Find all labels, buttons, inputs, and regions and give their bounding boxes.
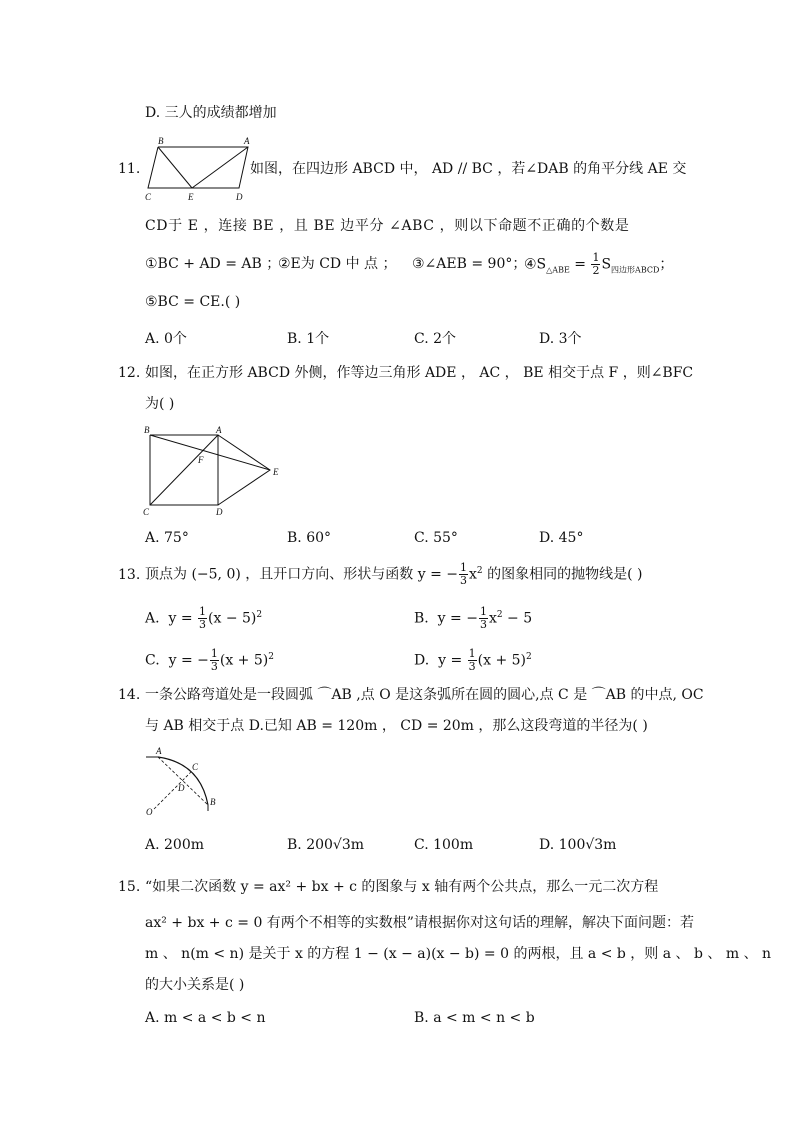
q13-b-num: 1: [479, 605, 487, 619]
q13-a-num: 1: [199, 605, 207, 619]
q15-line3: m 、 n(m < n) 是关于 x 的方程 1 − (x − a)(x − b) = 0 的两根，且 a < b ，则 a 、 b 、 m 、 n: [145, 946, 772, 962]
q11-statement-5: ⑤BC = CE.( ): [145, 294, 241, 310]
q14-number: 14.: [118, 687, 141, 703]
q13-text-c: 的图象相同的抛物线是( ): [482, 566, 643, 583]
q13-d-pre: y =: [438, 652, 467, 669]
q13-d-post: (x + 5): [477, 652, 526, 669]
q14-label-a: A: [156, 746, 162, 756]
q14-option-c: C. 100m: [414, 837, 474, 853]
q11-option-a: A. 0个: [145, 331, 187, 347]
q13-c-pre: y = −: [168, 652, 209, 669]
q13-stem: [145, 562, 642, 587]
q14-figure: [140, 745, 230, 825]
q13-option-a: [145, 606, 262, 631]
q11-s4-b: S: [601, 256, 612, 273]
q13-a-sup: 2: [256, 610, 263, 620]
q11-label-a: A: [244, 136, 250, 146]
q13-c-num: 1: [210, 647, 218, 661]
q11-line2: CD于 E ，连接 BE ，且 BE 边平分 ∠ABC ，则以下命题不正确的个数是: [145, 218, 630, 234]
q13-c-den: 3: [210, 660, 218, 674]
q13-a-den: 3: [199, 618, 207, 632]
q11-statement-1: ①BC + AD = AB ；: [145, 256, 281, 272]
q12-option-d: D. 45°: [539, 530, 584, 546]
q12-label-e: E: [273, 467, 279, 477]
q13-option-d: [414, 648, 532, 673]
q11-label-e: E: [188, 192, 194, 202]
q10-option-d: D. 三人的成绩都增加: [145, 105, 277, 121]
q12-option-c: C. 55°: [414, 530, 458, 546]
q13-a-frac: [198, 606, 207, 631]
q13-c-sup: 2: [268, 652, 274, 662]
q13-a-label: A.: [145, 610, 160, 627]
q11-s4-a: ④S: [524, 256, 547, 273]
q13-option-b: [414, 606, 532, 631]
q13-b-label: B.: [414, 610, 429, 627]
q11-option-b: B. 1个: [287, 331, 330, 347]
q13-a-post: (x − 5): [208, 610, 257, 627]
q12-option-a: A. 75°: [145, 530, 189, 546]
q12-option-b: B. 60°: [287, 530, 332, 546]
q13-b-den: 3: [479, 618, 487, 632]
q14-option-a: A. 200m: [145, 837, 205, 853]
q13-a-pre: y =: [168, 610, 198, 627]
q12-label-d: D: [216, 507, 223, 517]
q12-label-a: A: [216, 425, 222, 435]
q11-number: 11.: [118, 161, 141, 177]
q14-line2: 与 AB 相交于点 D.已知 AB = 120m ， CD = 20m ，那么这段弯道的半径为( ): [145, 718, 648, 734]
q11-s4-sub1: △ABE: [546, 265, 570, 275]
q13-text-b: x: [469, 566, 477, 583]
q11-option-c: C. 2个: [414, 331, 457, 347]
q11-statement-4: [524, 252, 673, 279]
q15-number: 15.: [118, 879, 141, 895]
q11-label-d: D: [236, 192, 243, 202]
q13-d-frac: [468, 648, 477, 673]
q15-line4: 的大小关系是( ): [145, 977, 245, 993]
q12-label-f: F: [198, 455, 204, 465]
q13-b-pre: y = −: [437, 610, 478, 627]
q14-option-d: D. 100√3m: [539, 837, 617, 853]
q14-label-d: D: [178, 783, 185, 793]
q13-frac-den: 3: [460, 574, 467, 588]
q13-text-a: 顶点为 (−5, 0) ，且开口方向、形状与函数 y = −: [145, 566, 458, 583]
q11-s4-end: ；: [659, 256, 674, 273]
q11-s4-sub2: 四边形ABCD: [611, 265, 660, 275]
q13-d-label: D.: [414, 652, 430, 669]
q12-label-b: B: [144, 425, 150, 435]
q11-figure: [140, 135, 252, 205]
q14-line1: 一条公路弯道处是一段圆弧 ⌒AB ,点 O 是这条弧所在圆的圆心,点 C 是 ⌒AB 的中点, OC: [145, 687, 704, 703]
q13-c-post: (x + 5): [219, 652, 269, 669]
q13-d-den: 3: [468, 660, 476, 674]
q13-d-num: 1: [468, 647, 476, 661]
q12-line1: 如图，在正方形 ABCD 外侧，作等边三角形 ADE ， AC ， BE 相交于点 F ，则∠BFC: [145, 365, 694, 381]
q11-option-d: D. 3个: [539, 331, 582, 347]
q13-d-sup: 2: [526, 652, 532, 662]
q11-statement-3: ③∠AEB = 90°；: [412, 256, 527, 272]
q13-b-frac: [479, 606, 488, 631]
q13-fraction: [459, 562, 468, 587]
q14-label-o: O: [146, 807, 153, 817]
q13-c-label: C.: [145, 652, 160, 669]
q15-line1: “如果二次函数 y = ax² + bx + c 的图象与 x 轴有两个公共点，那么一元二次方程: [145, 879, 659, 895]
q14-option-b: B. 200√3m: [287, 837, 365, 853]
q11-line1: 如图，在四边形 ABCD 中， AD // BC ，若∠DAB 的角平分线 AE 交: [250, 161, 687, 177]
q15-option-a: A. m < a < b < n: [145, 1010, 266, 1026]
q15-option-b: B. a < m < n < b: [414, 1010, 535, 1026]
q14-label-b: B: [210, 797, 216, 807]
q13-b-tail: − 5: [502, 610, 533, 627]
q12-number: 12.: [118, 365, 141, 381]
q11-s4-den: 2: [592, 264, 600, 277]
q12-figure: [140, 425, 290, 520]
q11-statement-2: ②E为 CD 中 点 ；: [278, 256, 397, 272]
q13-c-frac: [210, 648, 219, 673]
q13-text-sup: 2: [476, 566, 483, 576]
q12-label-c: C: [143, 507, 150, 517]
q11-s4-fraction: [591, 252, 600, 277]
q14-label-c: C: [192, 762, 199, 772]
q11-s4-num: 1: [592, 251, 600, 264]
q11-label-c: C: [145, 192, 152, 202]
q13-frac-num: 1: [460, 561, 467, 575]
q15-line2: ax² + bx + c = 0 有两个不相等的实数根”请根据你对这句话的理解，解决下面问题：若: [145, 915, 694, 931]
q11-s4-eq: =: [569, 256, 591, 273]
q11-label-b: B: [158, 136, 164, 146]
q12-line2: 为( ): [145, 396, 175, 412]
q13-number: 13.: [118, 567, 141, 583]
q13-b-sup: 2: [496, 610, 503, 620]
q13-option-c: [145, 648, 274, 673]
q13-b-post: x: [488, 610, 497, 627]
